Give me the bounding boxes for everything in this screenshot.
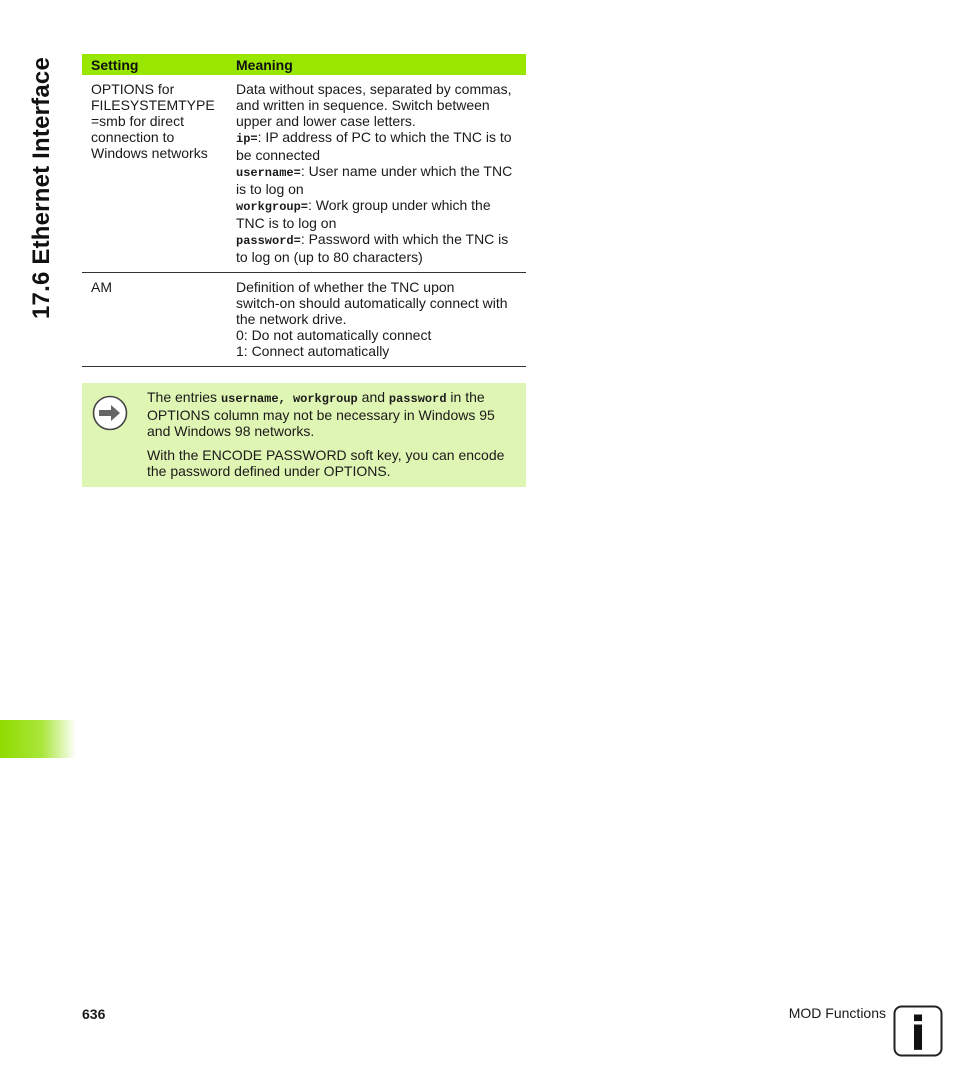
note-paragraph-1: The entries username, workgroup and password in the OPTIONS column may not be necessary in Windows 95 and Windows 98 networks. xyxy=(147,389,495,439)
settings-table xyxy=(82,54,526,367)
meaning-line: username=: User name under which the TNC xyxy=(236,163,513,180)
note-paragraph-2: With the ENCODE PASSWORD soft key, you can encode the password defined under OPTIONS. xyxy=(147,447,505,479)
meaning-line: Data without spaces, separated by commas, xyxy=(236,81,512,97)
meaning-line: to log on (up to 80 characters) xyxy=(236,249,423,265)
meaning-line: 1: Connect automatically xyxy=(236,343,390,359)
chapter-tab-marker xyxy=(0,720,76,758)
header-meaning: Meaning xyxy=(227,54,526,75)
meaning-line: the network drive. xyxy=(236,311,347,327)
meaning-line: TNC is to log on xyxy=(236,215,337,231)
meaning-line: ip=: IP address of PC to which the TNC is to xyxy=(236,129,512,146)
table-header-row xyxy=(82,54,526,75)
meaning-line: password=: Password with which the TNC is xyxy=(236,231,509,248)
section-title-vertical xyxy=(22,52,62,324)
setting-line: Windows networks xyxy=(91,145,208,161)
table-row xyxy=(82,273,526,367)
note-code-password: password xyxy=(388,392,447,406)
page-number: 636 xyxy=(82,1006,106,1022)
meaning-line: switch-on should automatically connect with xyxy=(236,295,508,311)
meaning-line: and written in sequence. Switch between xyxy=(236,97,490,113)
setting-line: connection to xyxy=(91,129,175,145)
param-ip: ip= xyxy=(236,132,258,146)
meaning-line: workgroup=: Work group under which the xyxy=(236,197,491,214)
note-text xyxy=(147,389,517,487)
note-code-username-workgroup: username, workgroup xyxy=(220,392,358,406)
section-title-text: 17.6 Ethernet Interface xyxy=(28,56,56,320)
setting-cell xyxy=(82,75,227,273)
meaning-line: upper and lower case letters. xyxy=(236,113,416,129)
meaning-line: Definition of whether the TNC upon xyxy=(236,279,455,295)
note-box xyxy=(82,383,526,487)
meaning-cell xyxy=(227,75,526,273)
header-setting: Setting xyxy=(82,54,227,75)
setting-cell xyxy=(82,273,227,367)
setting-line: OPTIONS for xyxy=(91,81,175,97)
table-row xyxy=(82,75,526,273)
info-icon xyxy=(893,1005,943,1057)
meaning-line: 0: Do not automatically connect xyxy=(236,327,432,343)
meaning-line: be connected xyxy=(236,147,321,163)
setting-line: AM xyxy=(91,279,112,295)
chapter-name: MOD Functions xyxy=(788,1005,886,1021)
meaning-cell xyxy=(227,273,526,367)
setting-line: =smb for direct xyxy=(91,113,184,129)
meaning-line: is to log on xyxy=(236,181,304,197)
param-username: username= xyxy=(236,166,301,180)
param-password: password= xyxy=(236,234,301,248)
arrow-right-icon xyxy=(92,395,128,431)
param-workgroup: workgroup= xyxy=(236,200,309,214)
setting-line: FILESYSTEMTYPE xyxy=(91,97,215,113)
info-icon-letter: i xyxy=(910,1007,926,1057)
